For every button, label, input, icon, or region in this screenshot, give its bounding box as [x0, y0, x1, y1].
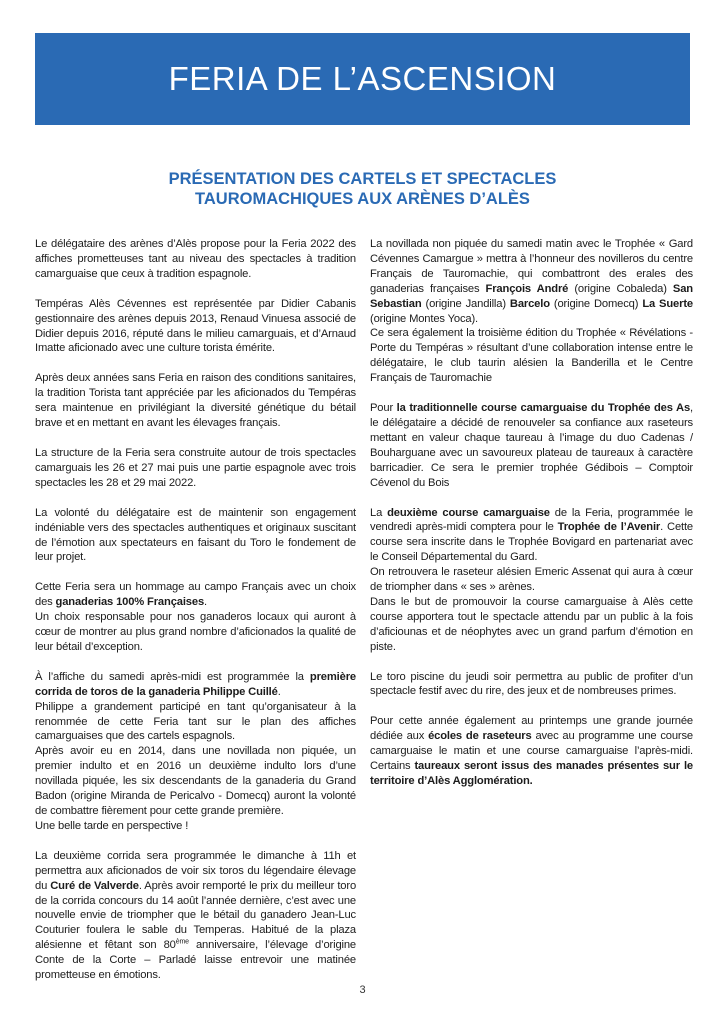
right-column	[370, 237, 693, 804]
paragraph: La structure de la Feria sera construite autour de trois spectacles camarguais les 26 et 27 mai puis une partie espagnole avec trois spectacles les 28 et 29 mai 2022.	[35, 446, 356, 489]
paragraph	[35, 580, 356, 655]
text-run: La deuxième corrida sera programmée le dimanche à 11h et permettra aux aficionados de voir six toros du légendaire élevage du	[35, 849, 356, 892]
title-banner	[35, 33, 690, 125]
text-run: Pour cette année également au printemps une grande journée dédiée aux	[370, 715, 693, 743]
text-run: Un choix responsable pour nos ganaderos locaux qui auront à cœur de montrer au plus grand nombre d’aficionados la qualité de leur bétail d’exception.	[35, 611, 356, 653]
text-run: (origine Jandilla)	[421, 297, 510, 310]
text-run: .	[204, 596, 207, 609]
text-run: (origine Montes Yoca).	[370, 312, 479, 325]
text-run: . Après avoir remporté le prix du meilleur toro de la corrida concours du 14 août l’année dernière, c’est avec une nouvelle envie de triompher que le bétail du ganadero Jean-Luc Couturier foulera le sable du Temperas. Habitué de la plaza alésienne et fêtant son 80	[35, 879, 357, 952]
paragraph: Le délégataire des arènes d’Alès propose pour la Feria 2022 des affiches prometteuses tant au niveau des spectacles à tradition camarguaise que ceux à tradition espagnole.	[35, 238, 356, 280]
text-run: Après avoir eu en 2014, dans une novillada non piquée, un premier indulto et en 2016 un deuxième indulto lors d’une novillada piquée, les six descendants de la ganaderia du Grand Badon (origine Miranda de Pericalvo - Domecq) auront la volonté de combattre fièrement pour cette grande première.	[35, 745, 356, 817]
text-run: Philippe a grandement participé en tant qu’organisateur à la renommée de cette Feria tant sur le plan des affiches camarguaises que des cartels espagnols.	[35, 700, 356, 743]
bold-text: Trophée de l’Avenir	[557, 521, 661, 534]
bold-text: taureaux seront issus des manades présentes sur le territoire d’Alès Agglomération.	[370, 760, 693, 787]
paragraph: Le toro piscine du jeudi soir permettra au public de profiter d’un spectacle festif avec du rire, des jeux et de nombreuses primes.	[370, 670, 693, 698]
bold-text: San Sebastian	[370, 282, 693, 310]
bold-text: Barcelo	[509, 297, 550, 310]
paragraph: La volonté du délégataire est de maintenir son engagement indéniable vers des spectacles authentiques et originaux suscitant de l’émotion aux spectateurs en faisant du Toro le fondement de leur projet.	[35, 506, 356, 564]
text-run: On retrouvera le raseteur alésien Emeric Assenat qui aura à cœur de triompher dans « ses » arènes.	[370, 566, 693, 594]
section-heading-line-2: TAUROMACHIQUES AUX ARÈNES D’ALÈS	[195, 190, 530, 208]
left-column	[35, 237, 356, 998]
page-title: FERIA DE L’ASCENSION	[168, 60, 557, 97]
text-run: . Cette course sera inscrite dans le Trophée Bovigard en partenariat avec le Conseil Départemental du Gard.	[370, 521, 694, 564]
text-run: Dans le but de promouvoir la course camarguaise à Alès cette course apportera tout le spectacle attendu par un public à la fois d’aficiounas et de néophytes avec un grand parfum d’émotion en piste.	[370, 595, 693, 653]
bold-text: La Suerte	[642, 297, 693, 310]
text-run: La novillada non piquée du samedi matin avec le Trophée « Gard Cévennes Camargue » mettra à l’honneur des novilleros du centre Français de Tauromachie, qui combattront des erales des ganaderias françaises	[370, 238, 693, 295]
paragraph	[370, 714, 693, 789]
text-run: Ce sera également la troisième édition du Trophée « Révélations - Porte du Tempéras » résultant d’une collaboration intense entre le délégataire, le club taurin alésien la Banderilla et le Centre Français de Tauromachie	[370, 327, 693, 385]
bold-text: première corrida de toros de la ganaderia Philippe Cuillé	[35, 670, 356, 698]
page-number: 3	[359, 984, 366, 996]
text-run: La	[370, 506, 388, 519]
section-heading-line-1: PRÉSENTATION DES CARTELS ET SPECTACLES	[168, 170, 557, 188]
text-run: , le délégataire a décidé de renouveler sa confiance aux raseteurs mettant en valeur chaque taureau à l’image du duo Cadenas / Bouharguane avec un savoureux plateau de taureaux à caractère barricadier. Ce sera le premier trophée Gédibois – Comptoir Cévenol du Bois	[370, 402, 693, 489]
bold-text: la traditionnelle course camarguaise du Trophée des As	[396, 402, 691, 415]
paragraph: Tempéras Alès Cévennes est représentée par Didier Cabanis gestionnaire des arènes depuis 2013, Renaud Vinuesa associé de Didier depuis 2016, réputé dans le milieu camarguais, et d’Arnaud Imatte aficionado avec une culture torista émérite.	[35, 297, 356, 355]
text-run: anniversaire, l’élevage d’origine Conte de la Corte – Parladé laisse entrevoir une matinée prometteuse en émotions.	[35, 939, 357, 982]
text-run: (origine Domecq)	[549, 297, 643, 310]
text-run: À l’affiche du samedi après-midi est programmée la	[35, 670, 310, 683]
bold-text: deuxième course camarguaise	[387, 506, 550, 519]
bold-text: François André	[485, 282, 569, 295]
paragraph	[370, 506, 693, 655]
bold-text: Curé de Valverde	[50, 879, 139, 892]
text-run: .	[277, 685, 281, 698]
paragraph	[35, 849, 356, 983]
paragraph: Après deux années sans Feria en raison des conditions sanitaires, la tradition Torista tant appréciée par les aficionados du Tempéras sera maintenue en privilégiant la diversité génétique du bétail brave et en mettant en avant les élevages français.	[35, 372, 356, 430]
text-run: de la Feria, programmée le vendredi après-midi comptera pour le	[370, 506, 694, 534]
text-run: Pour	[370, 402, 397, 415]
text-run: Cette Feria sera un hommage au campo Français avec un choix des	[35, 581, 356, 609]
text-run: Une belle tarde en perspective !	[35, 819, 189, 832]
bold-text: écoles de raseteurs	[428, 730, 532, 743]
text-run: (origine Cobaleda)	[568, 282, 673, 295]
text-run: avec au programme une course camarguaise le matin et une course camarguaise l’après-midi. Certains	[370, 730, 693, 773]
bold-text: ganaderias 100% Françaises	[55, 596, 205, 609]
paragraph	[35, 670, 356, 834]
paragraph	[370, 401, 693, 490]
superscript: ème	[175, 938, 189, 946]
section-heading	[0, 169, 725, 209]
paragraph	[370, 237, 693, 386]
